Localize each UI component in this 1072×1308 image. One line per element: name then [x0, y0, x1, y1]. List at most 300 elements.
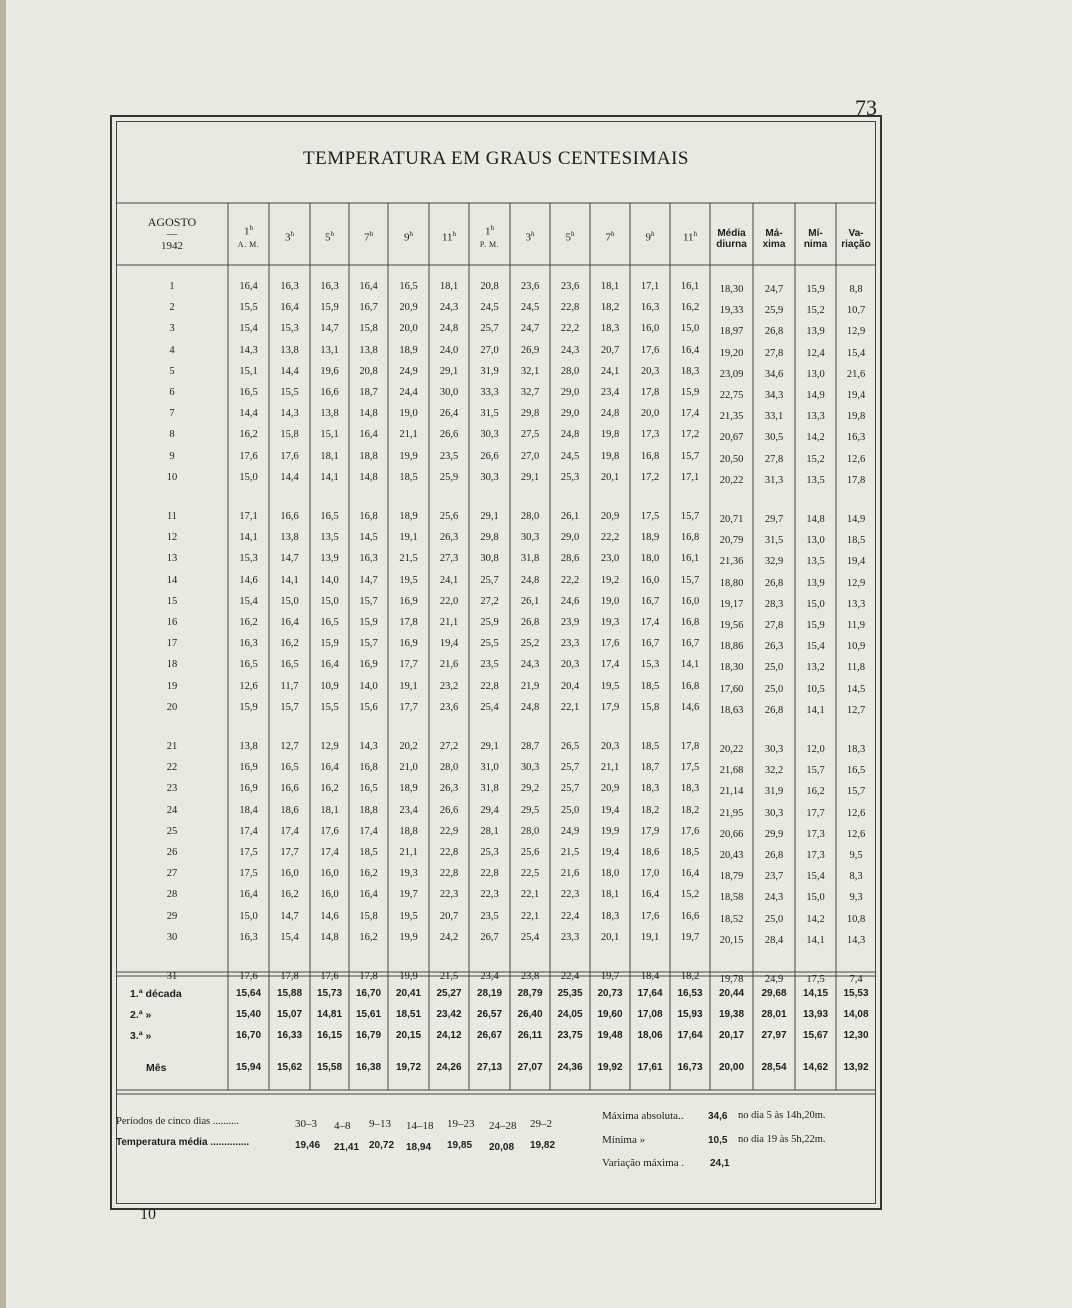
table-cell: 14,0 [320, 574, 339, 586]
table-cell: 29,1 [480, 741, 499, 752]
header-hour: 5$^h$ [565, 230, 575, 244]
table-cell: 17,4 [320, 847, 339, 858]
table-cell: 17,7 [399, 659, 418, 671]
table-cell: 14,3 [280, 408, 299, 420]
table-cell: 29,8 [520, 408, 540, 420]
table-cell: 14,4 [280, 365, 299, 377]
table-cell: 18,0 [600, 868, 620, 880]
table-cell: 24,5 [560, 450, 580, 462]
summary-cell: 14,81 [316, 1009, 343, 1020]
summary-cell: 24,12 [436, 1030, 462, 1041]
table-cell: 16,2 [280, 638, 299, 650]
summary-cell: 14,62 [802, 1062, 829, 1073]
summary-cell: 15,53 [843, 988, 869, 999]
header-hour: 1$^h$ P. M. [479, 224, 500, 249]
table-cell: 25,9 [764, 305, 784, 317]
table-cell: 22,0 [439, 595, 459, 607]
table-cell: 28,1 [480, 825, 499, 837]
min-absolute-note: no dia 19 às 5h,22m. [738, 1134, 826, 1145]
table-cell: 33,1 [764, 411, 784, 423]
summary-cell: 16,33 [276, 1030, 303, 1041]
table-cell: 18,1 [600, 889, 620, 901]
table-cell: 26,7 [480, 931, 499, 943]
table-cell: 18,52 [719, 913, 744, 925]
table-cell: 17,8 [846, 474, 866, 486]
table-cell: 16,2 [359, 931, 378, 943]
table-cell: 24,5 [480, 302, 499, 314]
table-cell: 27,0 [520, 450, 540, 462]
summary-cell: 15,94 [235, 1062, 262, 1073]
table-cell: 14,7 [280, 553, 299, 565]
table-cell: 16,9 [399, 638, 418, 650]
day-label: 8 [169, 429, 175, 441]
summary-cell: 26,57 [476, 1009, 503, 1020]
day-label: 2 [169, 302, 175, 314]
page-number-top: 73 [855, 95, 877, 120]
table-cell: 16,5 [280, 659, 299, 671]
table-cell: 26,3 [764, 641, 784, 653]
day-label: 15 [166, 595, 178, 607]
summary-cell: 15,73 [316, 988, 343, 999]
day-label: 12 [166, 532, 178, 544]
table-cell: 27,5 [520, 429, 540, 441]
table-cell: 20,9 [600, 511, 620, 522]
table-cell: 28,6 [560, 553, 580, 565]
period-range: 30–3 [295, 1118, 317, 1130]
table-cell: 18,1 [439, 281, 459, 292]
table-cell: 27,8 [764, 347, 784, 359]
table-cell: 16,4 [239, 889, 258, 901]
table-cell: 18,2 [680, 971, 700, 982]
summary-cell: 19,38 [718, 1009, 745, 1020]
table-cell: 15,9 [680, 387, 700, 398]
table-cell: 24,9 [560, 825, 580, 837]
table-cell: 16,4 [280, 302, 299, 314]
table-cell: 15,8 [640, 701, 660, 713]
table-cell: 25,7 [480, 323, 499, 335]
table-cell: 29,2 [520, 783, 540, 795]
table-cell: 16,8 [640, 450, 660, 462]
table-cell: 11,9 [847, 620, 865, 631]
table-cell: 18,1 [600, 281, 620, 292]
summary-cell: 23,75 [557, 1030, 583, 1041]
summary-cell: 28,54 [761, 1062, 787, 1073]
table-cell: 26,8 [764, 326, 784, 338]
table-cell: 17,8 [399, 617, 418, 628]
table-cell: 21,6 [846, 368, 866, 380]
summary-cell: 16,79 [355, 1030, 382, 1041]
summary-cell: 20,00 [718, 1062, 745, 1073]
table-cell: 16,0 [680, 595, 700, 607]
summary-cell: 28,19 [476, 988, 503, 999]
table-cell: 16,8 [680, 532, 700, 544]
table-cell: 28,0 [520, 825, 540, 837]
table-cell: 15,4 [280, 931, 299, 943]
summary-cell: 29,68 [761, 988, 787, 999]
table-cell: 15,1 [320, 429, 339, 441]
table-cell: 18,8 [359, 450, 378, 462]
header-stat: Va- riação [841, 228, 871, 250]
day-label: 18 [166, 659, 178, 671]
header-stat: Má- xima [762, 228, 786, 250]
table-cell: 23,3 [560, 638, 580, 650]
table-cell: 14,6 [680, 701, 700, 713]
table-cell: 17,3 [806, 828, 825, 840]
table-cell: 14,2 [806, 913, 825, 925]
table-cell: 14,8 [359, 408, 378, 420]
table-cell: 14,9 [846, 514, 866, 525]
summary-cell: 16,70 [235, 1030, 262, 1041]
summary-cell: 20,73 [597, 988, 623, 999]
table-cell: 24,6 [560, 595, 580, 607]
table-cell: 23,5 [439, 450, 459, 462]
table-cell: 14,5 [846, 683, 866, 695]
table-cell: 26,3 [439, 532, 459, 544]
table-cell: 21,95 [719, 807, 744, 819]
table-cell: 21,6 [439, 659, 459, 671]
table-cell: 16,0 [640, 574, 660, 586]
table-cell: 19,33 [719, 305, 744, 317]
table-cell: 18,3 [846, 744, 866, 755]
summary-cell: 28,79 [517, 988, 543, 999]
table-cell: 24,5 [520, 302, 540, 314]
table-cell: 17,1 [680, 471, 700, 483]
table-cell: 18,5 [640, 680, 660, 692]
table-cell: 17,6 [320, 971, 339, 982]
table-cell: 32,1 [520, 365, 540, 377]
table-cell: 16,0 [640, 323, 660, 335]
table-cell: 18,7 [640, 762, 660, 774]
summary-cell: 26,11 [517, 1030, 543, 1041]
table-cell: 20,3 [600, 741, 620, 752]
table-cell: 16,3 [239, 638, 258, 650]
table-cell: 16,0 [280, 868, 299, 880]
table-cell: 14,8 [359, 471, 378, 483]
table-cell: 17,5 [640, 511, 660, 522]
table-cell: 18,3 [680, 365, 700, 377]
table-cell: 15,7 [680, 511, 700, 522]
table-cell: 24,3 [520, 659, 540, 671]
table-cell: 22,3 [560, 889, 580, 901]
table-cell: 16,4 [359, 889, 378, 901]
table-cell: 14,1 [806, 934, 825, 946]
table-cell: 24,7 [520, 323, 540, 335]
table-cell: 9,3 [849, 892, 863, 904]
periods-label: Períodos de cinco dias .......... [116, 1116, 240, 1127]
table-cell: 25,0 [560, 804, 580, 816]
table-cell: 24,8 [560, 429, 580, 441]
table-cell: 17,5 [806, 974, 825, 985]
table-cell: 15,4 [239, 323, 258, 335]
table-cell: 23,5 [480, 910, 499, 922]
table-cell: 14,6 [320, 910, 339, 922]
day-label: 5 [169, 365, 175, 377]
table-cell: 21,1 [399, 429, 418, 441]
table-cell: 17,5 [239, 868, 258, 880]
table-cell: 16,2 [806, 786, 825, 798]
table-cell: 19,9 [399, 931, 418, 943]
table-cell: 24,0 [439, 344, 459, 356]
summary-cell: 28,01 [761, 1009, 787, 1020]
table-cell: 16,6 [280, 511, 299, 522]
table-cell: 14,1 [806, 704, 825, 716]
table-cell: 18,4 [640, 971, 660, 982]
header-hour: 7$^h$ [605, 230, 615, 244]
table-cell: 15,5 [280, 387, 299, 398]
period-temperature: 21,41 [334, 1142, 360, 1153]
table-cell: 22,3 [439, 889, 459, 901]
table-cell: 25,0 [764, 683, 784, 695]
table-cell: 24,3 [439, 302, 459, 314]
period-temperature: 19,46 [295, 1140, 321, 1151]
temperature-average-label: Temperatura média .............. [116, 1137, 250, 1148]
table-cell: 28,7 [520, 741, 540, 752]
table-cell: 29,8 [480, 532, 499, 544]
table-cell: 17,8 [280, 971, 299, 982]
table-cell: 14,1 [280, 574, 299, 586]
table-cell: 16,0 [320, 868, 339, 880]
summary-label: 1.ª década [130, 988, 182, 1000]
table-cell: 10,5 [806, 683, 825, 695]
table-cell: 17,1 [239, 511, 258, 522]
table-cell: 17,6 [320, 825, 339, 837]
table-cell: 20,67 [719, 432, 744, 444]
table-cell: 26,8 [764, 704, 784, 716]
table-cell: 15,1 [239, 365, 258, 377]
summary-cell: 15,88 [276, 988, 303, 999]
table-cell: 18,3 [600, 323, 620, 335]
table-cell: 20,3 [640, 365, 660, 377]
table-cell: 29,5 [520, 804, 540, 816]
summary-label: 2.ª » [130, 1009, 152, 1021]
table-cell: 15,9 [320, 638, 339, 650]
table-cell: 29,0 [560, 387, 580, 398]
table-cell: 16,9 [239, 783, 258, 795]
table-cell: 23,2 [439, 680, 459, 692]
summary-cell: 15,07 [276, 1009, 303, 1020]
table-cell: 15,0 [806, 892, 825, 904]
table-cell: 17,60 [719, 683, 744, 695]
table-cell: 19,8 [600, 450, 620, 462]
day-label: 23 [166, 783, 178, 795]
table-cell: 29,1 [439, 365, 459, 377]
table-cell: 18,0 [640, 553, 660, 565]
table-cell: 15,4 [846, 347, 866, 359]
table-cell: 16,4 [359, 429, 378, 441]
table-cell: 15,7 [680, 450, 700, 462]
summary-cell: 14,15 [802, 988, 829, 999]
table-cell: 17,6 [640, 344, 660, 356]
table-cell: 18,9 [399, 511, 418, 522]
day-label: 21 [166, 741, 178, 752]
table-cell: 13,9 [806, 577, 825, 589]
table-cell: 21,5 [439, 971, 459, 982]
summary-cell: 20,41 [395, 988, 422, 999]
table-cell: 19,2 [600, 574, 620, 586]
summary-cell: 16,70 [355, 988, 382, 999]
summary-cell: 26,40 [517, 1009, 543, 1020]
summary-cell: 25,35 [557, 988, 583, 999]
table-cell: 29,0 [560, 532, 580, 544]
table-cell: 16,8 [359, 511, 378, 522]
table-cell: 13,8 [280, 344, 299, 356]
table-cell: 21,0 [399, 762, 418, 774]
period-temperature: 20,08 [489, 1142, 515, 1153]
table-cell: 25,0 [764, 913, 784, 925]
table-cell: 15,3 [280, 323, 299, 335]
table-cell: 18,97 [719, 326, 744, 338]
summary-label: Mês [146, 1062, 167, 1074]
summary-cell: 19,60 [597, 1009, 623, 1020]
table-cell: 17,6 [239, 971, 258, 982]
table-cell: 25,9 [480, 617, 499, 628]
header-month: AGOSTO [147, 215, 197, 229]
table-cell: 22,1 [520, 910, 540, 922]
table-cell: 18,5 [399, 471, 418, 483]
day-label: 20 [166, 701, 178, 713]
table-cell: 16,4 [239, 281, 258, 292]
table-cell: 14,0 [359, 680, 378, 692]
table-cell: 31,0 [480, 762, 499, 774]
table-cell: 24,2 [439, 931, 459, 943]
table-cell: 12,4 [806, 347, 825, 359]
table-cell: 16,6 [680, 910, 700, 922]
table-cell: 17,7 [399, 701, 418, 713]
table-cell: 21,1 [439, 617, 459, 628]
table-cell: 18,30 [719, 284, 744, 295]
table-cell: 16,7 [640, 638, 660, 650]
summary-cell: 16,73 [677, 1062, 703, 1073]
table-cell: 18,1 [320, 450, 339, 462]
summary-cell: 27,07 [517, 1062, 543, 1073]
day-label: 13 [166, 553, 178, 565]
table-cell: 20,22 [719, 744, 744, 755]
table-cell: 18,5 [640, 741, 660, 752]
summary-cell: 12,30 [843, 1030, 869, 1041]
summary-cell: 17,08 [637, 1009, 663, 1020]
table-cell: 13,8 [359, 344, 378, 356]
table-cell: 31,3 [764, 474, 784, 486]
table-cell: 24,8 [520, 701, 540, 713]
table-cell: 24,9 [764, 974, 784, 985]
table-cell: 17,6 [239, 450, 258, 462]
table-cell: 26,3 [439, 783, 459, 795]
table-cell: 15,0 [806, 598, 825, 610]
table-cell: 31,5 [764, 535, 784, 547]
table-cell: 19,3 [399, 868, 418, 880]
table-cell: 17,1 [640, 281, 660, 292]
table-cell: 16,5 [320, 617, 339, 628]
table-cell: 18,2 [640, 804, 660, 816]
table-cell: 21,5 [560, 847, 580, 858]
table-cell: 20,0 [399, 323, 418, 335]
summary-cell: 18,51 [395, 1009, 422, 1020]
period-range: 24–28 [489, 1120, 517, 1132]
table-cell: 8,3 [849, 871, 863, 883]
table-cell: 22,8 [439, 847, 459, 858]
table-cell: 15,0 [239, 910, 258, 922]
table-cell: 14,7 [320, 323, 339, 335]
summary-cell: 24,26 [436, 1062, 462, 1073]
summary-cell: 15,67 [802, 1030, 829, 1041]
table-cell: 18,6 [640, 847, 660, 858]
table-cell: 21,6 [560, 868, 580, 880]
table-cell: 22,4 [560, 910, 580, 922]
table-cell: 16,2 [320, 783, 339, 795]
table-cell: 11,8 [847, 662, 865, 674]
table-cell: 30,3 [480, 429, 499, 441]
table-cell: 23,7 [764, 871, 784, 883]
table-cell: 16,6 [320, 387, 339, 398]
table-cell: 13,0 [806, 368, 825, 380]
table-cell: 31,5 [480, 408, 499, 420]
table-cell: 19,56 [719, 620, 744, 631]
table-cell: 10,9 [846, 641, 866, 653]
table-cell: 31,8 [520, 553, 540, 565]
table-cell: 25,4 [520, 931, 540, 943]
table-cell: 17,4 [239, 825, 258, 837]
summary-cell: 15,61 [355, 1009, 382, 1020]
summary-cell: 27,13 [476, 1062, 503, 1073]
table-cell: 19,6 [320, 365, 339, 377]
table-cell: 23,6 [560, 281, 580, 292]
day-label: 24 [166, 804, 178, 816]
table-cell: 19,7 [399, 889, 418, 901]
table-cell: 15,0 [320, 595, 339, 607]
table-cell: 18,8 [399, 825, 418, 837]
table-cell: 31,9 [480, 365, 499, 377]
table-cell: 15,2 [806, 305, 825, 317]
max-absolute-note: no dia 5 às 14h,20m. [738, 1110, 826, 1121]
table-cell: 20,15 [719, 934, 744, 946]
summary-cell: 15,64 [235, 988, 262, 999]
summary-cell: 19,48 [597, 1030, 623, 1041]
max-absolute-value: 34,6 [708, 1111, 728, 1122]
table-cell: 14,1 [320, 471, 339, 483]
table-cell: 20,71 [719, 514, 744, 525]
table-cell: 12,6 [846, 807, 866, 819]
summary-label: 3.ª » [130, 1030, 152, 1042]
table-cell: 23,5 [480, 659, 499, 671]
table-cell: 16,3 [320, 281, 339, 292]
header-hour: 11$^h$ [682, 230, 698, 244]
summary-cell: 26,67 [476, 1030, 503, 1041]
table-cell: 26,8 [764, 577, 784, 589]
summary-cell: 20,17 [718, 1030, 745, 1041]
table-cell: 27,8 [764, 453, 784, 465]
table-cell: 16,7 [680, 638, 700, 650]
day-label: 1 [169, 281, 175, 292]
table-cell: 27,2 [480, 595, 499, 607]
table-cell: 33,3 [480, 387, 499, 398]
table-cell: 26,6 [439, 429, 459, 441]
table-cell: 25,6 [520, 847, 540, 858]
table-cell: 19,4 [600, 804, 620, 816]
table-cell: 29,9 [764, 828, 784, 840]
table-cell: 19,8 [600, 429, 620, 441]
table-cell: 18,30 [719, 662, 744, 674]
table-cell: 30,8 [480, 553, 499, 565]
table-cell: 12,0 [806, 744, 825, 755]
table-cell: 16,5 [846, 765, 866, 777]
table-cell: 28,3 [764, 598, 784, 610]
table-cell: 19,4 [439, 638, 459, 650]
table-cell: 20,7 [600, 344, 620, 356]
table-cell: 25,0 [764, 662, 784, 674]
table-cell: 16,7 [640, 595, 660, 607]
table-cell: 20,8 [359, 365, 378, 377]
table-cell: 18,5 [359, 847, 378, 858]
